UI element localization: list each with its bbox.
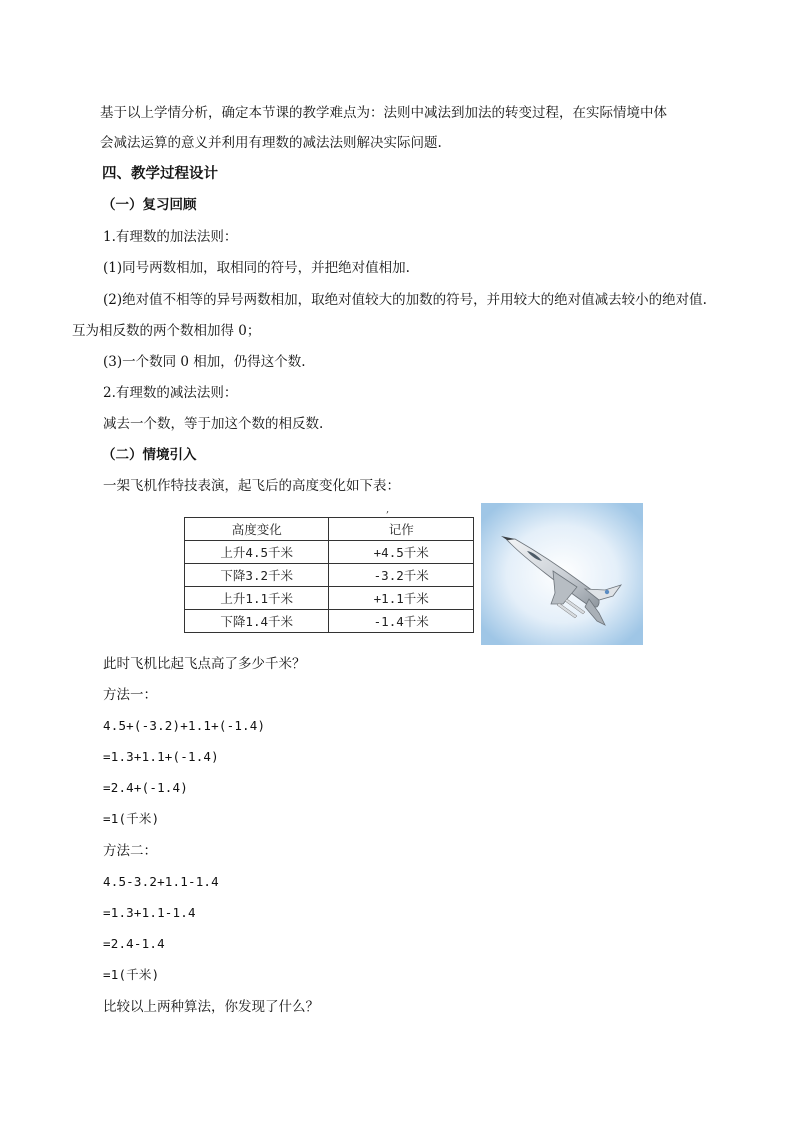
fighter-jet-icon bbox=[481, 503, 643, 645]
method-one-step: 4.5+(-3.2)+1.1+(-1.4) bbox=[103, 718, 266, 733]
table-row bbox=[185, 564, 474, 587]
method-one-step: =1(千米) bbox=[103, 811, 160, 826]
altitude-table bbox=[184, 517, 474, 633]
table-row bbox=[185, 587, 474, 610]
table-cell: -3.2千米 bbox=[329, 564, 474, 587]
scenario-intro: 一架飞机作特技表演，起飞后的高度变化如下表： bbox=[103, 478, 400, 494]
table-cell: 下降1.4千米 bbox=[185, 610, 329, 633]
stray-mark: , bbox=[386, 504, 390, 515]
method-one-title: 方法一： bbox=[103, 687, 157, 703]
method-two-step: =1(千米) bbox=[103, 967, 160, 982]
table-cell: 上升1.1千米 bbox=[185, 587, 329, 610]
fighter-jet-image bbox=[481, 503, 643, 645]
table-cell: -1.4千米 bbox=[329, 610, 474, 633]
table-cell: +4.5千米 bbox=[329, 541, 474, 564]
rule-addition-item-2-continued: 互为相反数的两个数相加得 0； bbox=[72, 323, 261, 339]
table-cell: 上升4.5千米 bbox=[185, 541, 329, 564]
method-two-step: =1.3+1.1-1.4 bbox=[103, 905, 196, 920]
rule-subtraction-heading: 2.有理数的减法法则： bbox=[103, 385, 238, 401]
closing-question: 比较以上两种算法，你发现了什么？ bbox=[103, 999, 319, 1015]
table-row bbox=[185, 541, 474, 564]
table-header-cell: 记作 bbox=[329, 518, 474, 541]
table-cell: +1.1千米 bbox=[329, 587, 474, 610]
scenario-question: 此时飞机比起飞点高了多少千米？ bbox=[103, 656, 306, 672]
subsection-title-review: （一）复习回顾 bbox=[102, 197, 197, 213]
rule-subtraction-text: 减去一个数，等于加这个数的相反数. bbox=[103, 416, 324, 432]
method-two-step: 4.5-3.2+1.1-1.4 bbox=[103, 874, 219, 889]
method-two-step: =2.4-1.4 bbox=[103, 936, 165, 951]
rule-addition-item-3: (3)一个数同 0 相加，仍得这个数. bbox=[103, 354, 306, 370]
table-row bbox=[185, 610, 474, 633]
method-one-step: =1.3+1.1+(-1.4) bbox=[103, 749, 219, 764]
rule-addition-item-1: (1)同号两数相加，取相同的符号，并把绝对值相加. bbox=[103, 260, 410, 276]
section-title: 四、教学过程设计 bbox=[102, 165, 218, 182]
table-header-cell: 高度变化 bbox=[185, 518, 329, 541]
method-two-title: 方法二： bbox=[103, 843, 157, 859]
table-header-row bbox=[185, 518, 474, 541]
intro-line-1: 基于以上学情分析，确定本节课的教学难点为：法则中减法到加法的转变过程，在实际情境中体 bbox=[100, 105, 667, 121]
table-cell: 下降3.2千米 bbox=[185, 564, 329, 587]
method-one-step: =2.4+(-1.4) bbox=[103, 780, 188, 795]
rule-addition-item-2: (2)绝对值不相等的异号两数相加，取绝对值较大的加数的符号，并用较大的绝对值减去较小的绝对值. bbox=[103, 292, 707, 308]
intro-line-2: 会减法运算的意义并利用有理数的减法法则解决实际问题. bbox=[100, 135, 442, 151]
rule-addition-heading: 1.有理数的加法法则： bbox=[103, 229, 238, 245]
subsection-title-scenario: （二）情境引入 bbox=[102, 447, 197, 463]
